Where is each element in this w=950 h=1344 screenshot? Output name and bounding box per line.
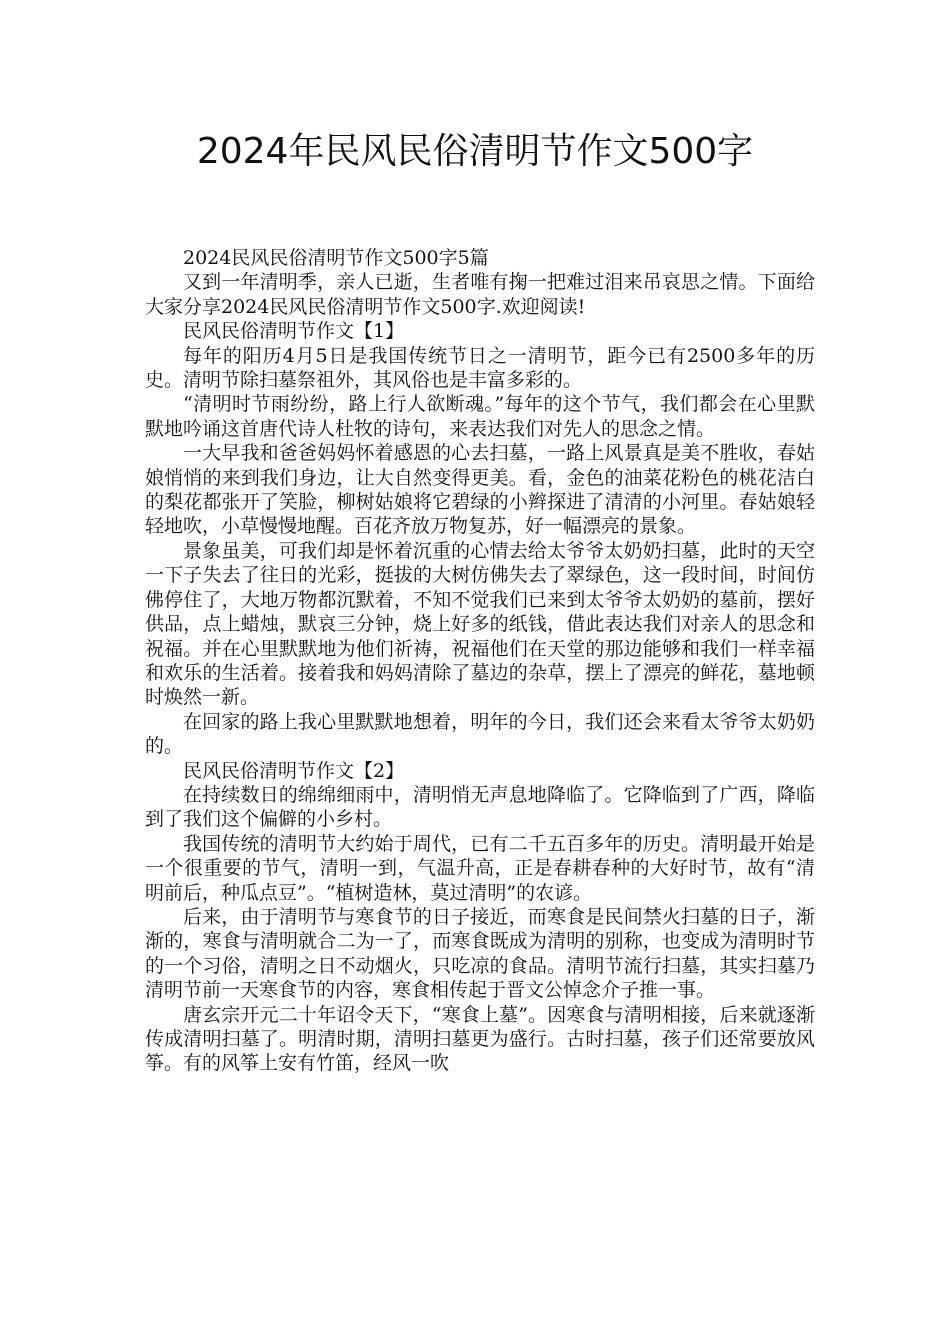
- body-paragraph: 景象虽美，可我们却是怀着沉重的心情去给太爷爷太奶奶扫墓，此时的天空一下子失去了往日的光彩，挺拔的大树仿佛失去了翠绿色，这一段时间，时间仿佛停住了，大地万物都沉默着，不知不觉我们已来到太爷爷太奶奶的墓前，摆好供品，点上蜡烛，默哀三分钟，烧上好多的纸钱，借此表达我们对亲人的思念和祝福。并在心里默默地为他们祈祷，祝福他们在天堂的那边能够和我们一样幸福和欢乐的生活着。接着我和妈妈清除了墓边的杂草，摆上了漂亮的鲜花，墓地顿时焕然一新。: [145, 539, 815, 709]
- body-paragraph: 在回家的路上我心里默默地想着，明年的今日，我们还会来看太爷爷太奶奶的。: [145, 710, 815, 758]
- body-paragraph: 在持续数日的绵绵细雨中，清明悄无声息地降临了。它降临到了广西，降临到了我们这个偏僻的小乡村。: [145, 783, 815, 831]
- body-paragraph: 唐玄宗开元二十年诏令天下，“寒食上墓”。因寒食与清明相接，后来就逐渐传成清明扫墓了。明清时期，清明扫墓更为盛行。古时扫墓，孩子们还常要放风筝。有的风筝上安有竹笛，经风一吹: [145, 1003, 815, 1075]
- section-heading-1: 民风民俗清明节作文【1】: [183, 320, 405, 343]
- body-paragraph: 每年的阳历4月5日是我国传统节日之一清明节，距今已有2500多年的历史。清明节除扫墓祭祖外，其风俗也是丰富多彩的。: [145, 344, 815, 392]
- body-paragraph: 一大早我和爸爸妈妈怀着感恩的心去扫墓，一路上风景真是美不胜收，春姑娘悄悄的来到我们身边，让大自然变得更美。看，金色的油菜花粉色的桃花洁白的梨花都张开了笑脸，柳树姑娘将它碧绿的小辫探进了清清的小河里。春姑娘轻轻地吹，小草慢慢地醒。百花齐放万物复苏，好一幅漂亮的景象。: [145, 442, 815, 538]
- body-paragraph: 我国传统的清明节大约始于周代，已有二千五百多年的历史。清明最开始是一个很重要的节气，清明一到，气温升高，正是春耕春种的大好时节，故有“清明前后，种瓜点豆”。“植树造林，莫过清明”的农谚。: [145, 832, 815, 904]
- document-body: [145, 246, 815, 1076]
- subtitle-paragraph: 2024民风民俗清明节作文500字5篇: [183, 247, 489, 269]
- document-title: 2024年民风民俗清明节作文500字: [196, 131, 754, 172]
- section-heading-2: 民风民俗清明节作文【2】: [183, 759, 405, 782]
- intro-paragraph: 又到一年清明季，亲人已逝，生者唯有掬一把难过泪来吊哀思之情。下面给大家分享2024民风民俗清明节作文500字.欢迎阅读!: [145, 271, 815, 318]
- body-paragraph: 后来，由于清明节与寒食节的日子接近，而寒食是民间禁火扫墓的日子，渐渐的，寒食与清明就合二为一了，而寒食既成为清明的别称，也变成为清明时节的一个习俗，清明之日不动烟火，只吃凉的食品。清明节流行扫墓，其实扫墓乃清明节前一天寒食节的内容，寒食相传起于晋文公悼念介子推一事。: [145, 905, 815, 1002]
- body-paragraph: “清明时节雨纷纷，路上行人欲断魂。”每年的这个节气，我们都会在心里默默地吟诵这首唐代诗人杜牧的诗句，来表达我们对先人的思念之情。: [145, 393, 815, 440]
